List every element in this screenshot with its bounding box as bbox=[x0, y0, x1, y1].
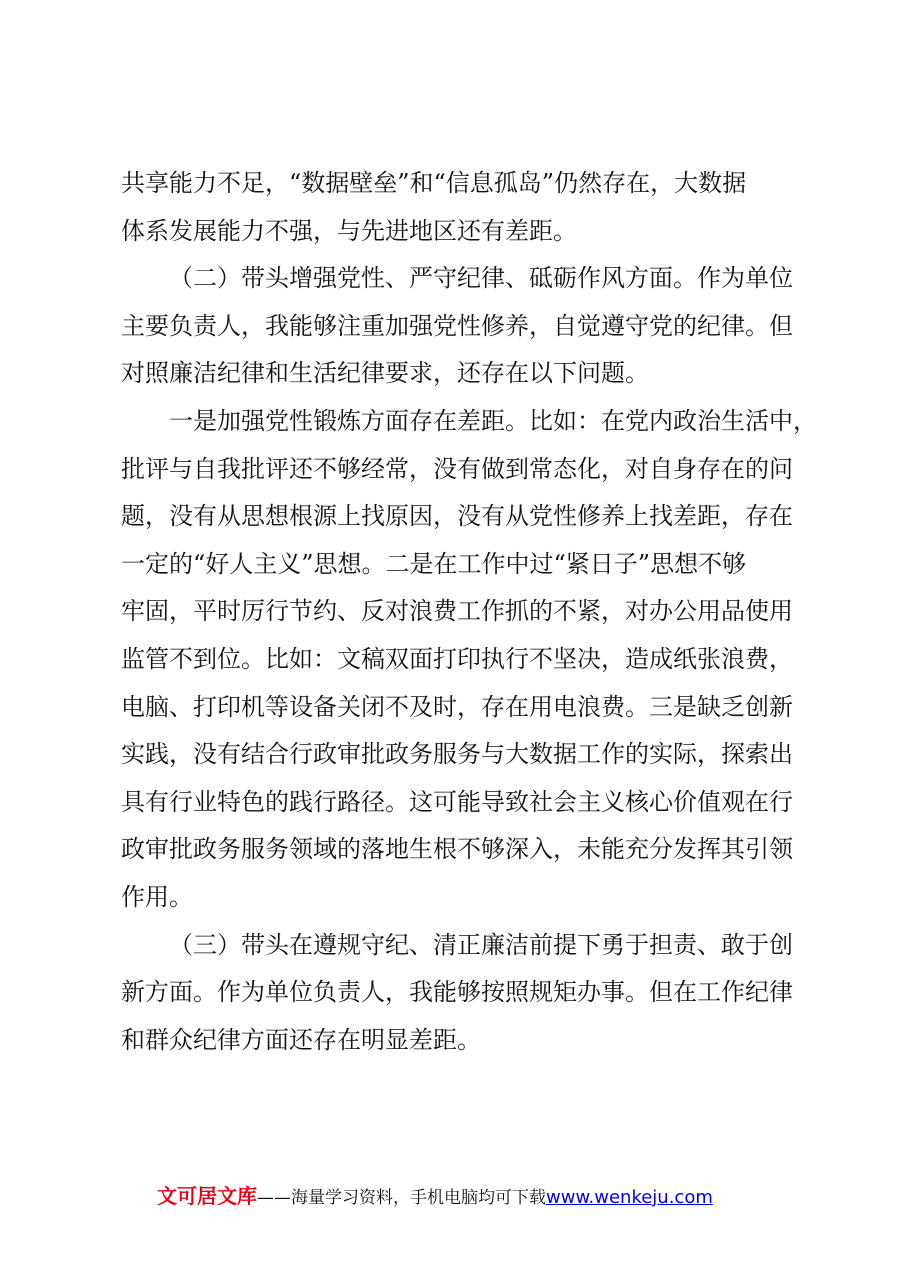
text-line: 政审批政务服务领域的落地生根不够深入，未能充分发挥其引领 bbox=[121, 835, 793, 864]
website-link[interactable]: www.wenkeju.com bbox=[546, 1187, 713, 1208]
section-heading-line: （二）带头增强党性、严守纪律、砥砺作风方面。作为单位 bbox=[169, 264, 793, 293]
footer-tagline: ——海量学习资料，手机电脑均可下载 bbox=[257, 1188, 546, 1208]
text-line: 对照廉洁纪律和生活纪律要求，还存在以下问题。 bbox=[121, 359, 649, 388]
text-line: 一定的“好人主义”思想。二是在工作中过“紧日子”思想不够 bbox=[121, 549, 747, 578]
document-body bbox=[121, 160, 817, 1064]
text-line: 和群众纪律方面还存在明显差距。 bbox=[121, 1025, 481, 1054]
text-line: 作用。 bbox=[121, 882, 193, 911]
brand-name: 文可居文库 bbox=[157, 1184, 257, 1208]
text-line: 体系发展能力不强，与先进地区还有差距。 bbox=[121, 216, 577, 245]
text-line: 批评与自我批评还不够经常，没有做到常态化，对自身存在的问 bbox=[121, 454, 793, 483]
text-line: 实践，没有结合行政审批政务服务与大数据工作的实际，探索出 bbox=[121, 740, 793, 769]
paragraph bbox=[121, 255, 793, 398]
text-line: 一是加强党性锻炼方面存在差距。比如：在党内政治生活中， bbox=[169, 406, 817, 435]
text-line: 牢固，平时厉行节约、反对浪费工作抓的不紧，对办公用品使用 bbox=[121, 597, 793, 626]
text-line: 具有行业特色的践行路径。这可能导致社会主义核心价值观在行 bbox=[121, 787, 793, 816]
paragraph bbox=[121, 398, 817, 922]
text-line: 电脑、打印机等设备关闭不及时，存在用电浪费。三是缺乏创新 bbox=[121, 692, 793, 721]
paragraph bbox=[121, 160, 789, 255]
footer-banner bbox=[157, 1181, 777, 1211]
paragraph bbox=[121, 922, 793, 1065]
text-line: 共享能力不足，“数据壁垒”和“信息孤岛”仍然存在，大数据 bbox=[121, 169, 747, 197]
text-line: 新方面。作为单位负责人，我能够按照规矩办事。但在工作纪律 bbox=[121, 978, 793, 1007]
text-line: 主要负责人，我能够注重加强党性修养，自觉遵守党的纪律。但 bbox=[121, 311, 793, 340]
text-line: 监管不到位。比如：文稿双面打印执行不坚决，造成纸张浪费， bbox=[121, 644, 793, 673]
section-heading-line: （三）带头在遵规守纪、清正廉洁前提下勇于担责、敢于创 bbox=[169, 930, 793, 959]
text-line: 题，没有从思想根源上找原因，没有从党性修养上找差距，存在 bbox=[121, 502, 793, 531]
